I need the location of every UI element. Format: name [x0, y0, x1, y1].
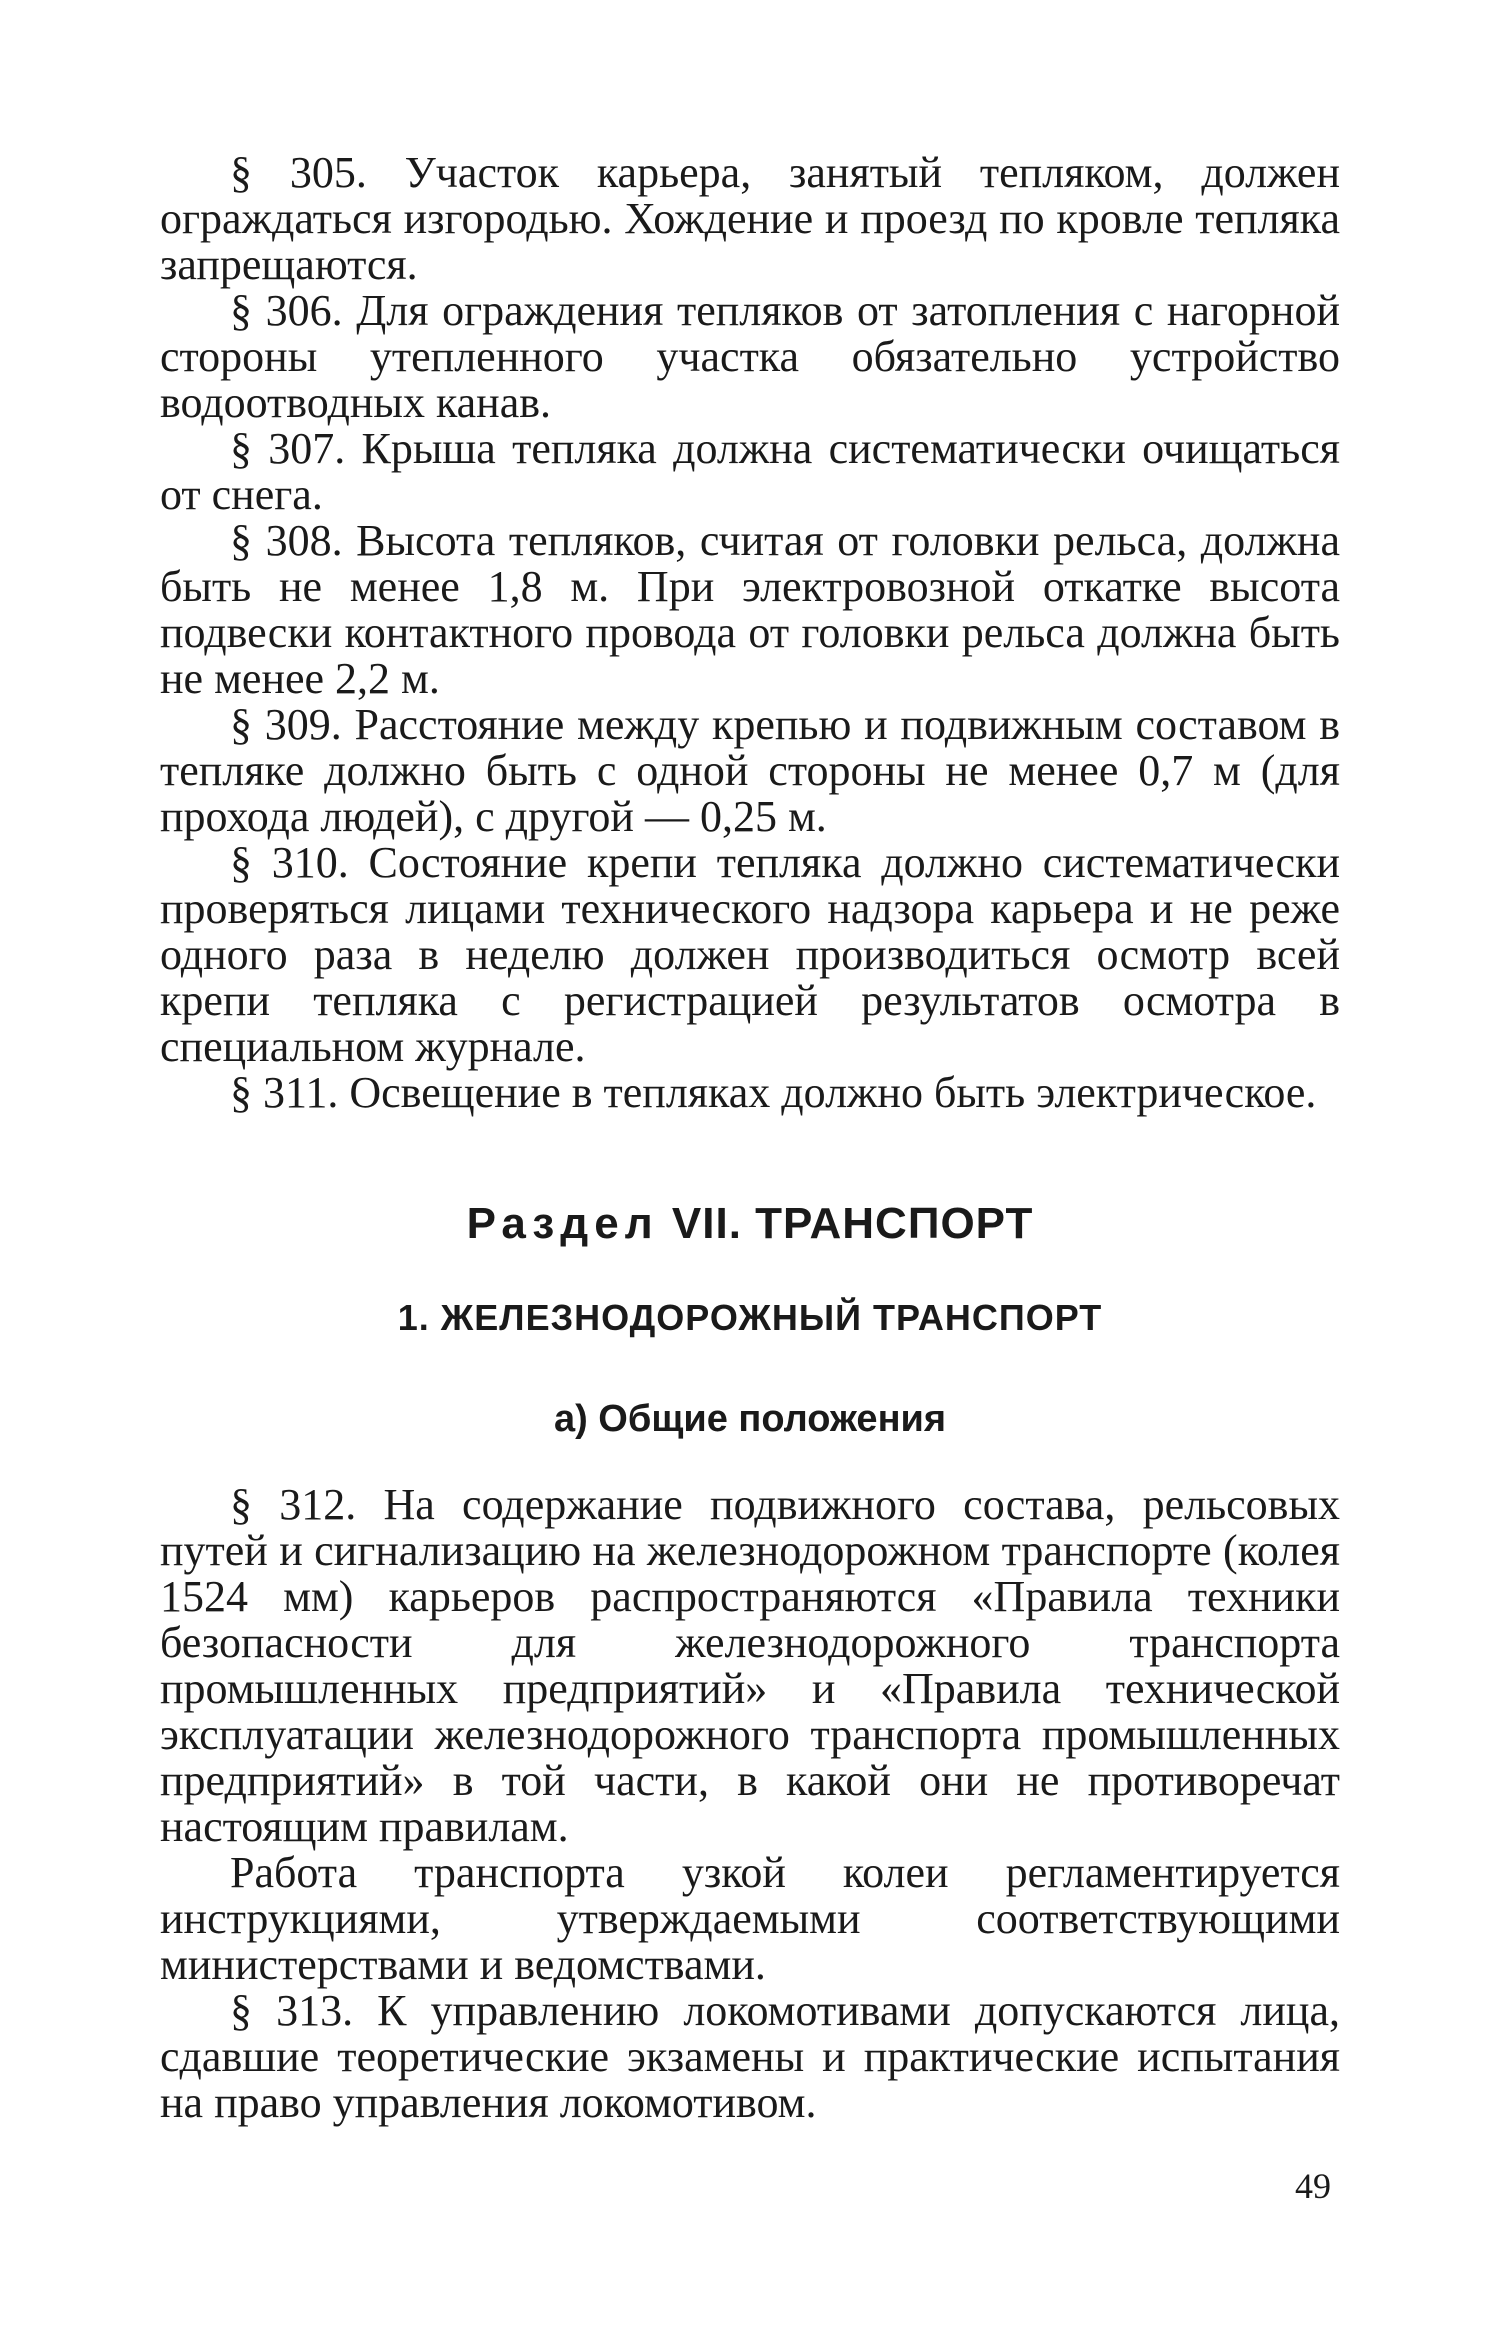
section-prefix: Раздел	[466, 1199, 659, 1248]
section-title: VII. ТРАНСПОРТ	[671, 1199, 1034, 1248]
paragraph-309: § 309. Расстояние между крепью и подвижным составом в тепляке должно быть с одной стороны не менее 0,7 м (для прохода людей), с другой — 0,25 м.	[160, 700, 1340, 841]
paragraph-narrow-gauge: Работа транспорта узкой колеи регламентируется инструкциями, утверждаемыми соответствующими министерствами и ведомствами.	[160, 1848, 1340, 1989]
paragraph-310: § 310. Состояние крепи тепляка должно систематически проверяться лицами технического надзора карьера и не реже одного раза в неделю должен производиться осмотр всей крепи тепляка с регистрацией результатов осмотра в специальном журнале.	[160, 838, 1340, 1071]
section-heading	[160, 1198, 1340, 1250]
paragraph-311: § 311. Освещение в тепляках должно быть электрическое.	[230, 1068, 1317, 1117]
paragraph-313: § 313. К управлению локомотивами допускаются лица, сдавшие теоретические экзамены и практические испытания на право управления локомотивом.	[160, 1986, 1340, 2127]
paragraph-305: § 305. Участок карьера, занятый тепляком, должен ограждаться изгородью. Хождение и проезд по кровле тепляка запрещаются.	[160, 148, 1340, 289]
subsection-heading: 1. ЖЕЛЕЗНОДОРОЖНЫЙ ТРАНСПОРТ	[397, 1297, 1103, 1338]
paragraph-306: § 306. Для ограждения тепляков от затопления с нагорной стороны утепленного участка обязательно устройство водоотводных канав.	[160, 286, 1340, 427]
document-page	[160, 150, 1340, 2126]
page-number: 49	[1295, 2166, 1331, 2206]
paragraph-307: § 307. Крыша тепляка должна систематически очищаться от снега.	[160, 424, 1340, 519]
paragraph-312: § 312. На содержание подвижного состава, рельсовых путей и сигнализацию на железнодорожном транспорте (колея 1524 мм) карьеров распространяются «Правила техники безопасности для железнодорожного транспорта промышленных предприятий» и «Правила технической эксплуатации железнодорожного транспорта промышленных предприятий» в той части, в какой они не противоречат настоящим правилам.	[160, 1480, 1340, 1851]
subsubsection-heading: а) Общие положения	[553, 1398, 947, 1440]
paragraph-308: § 308. Высота тепляков, считая от головки рельса, должна быть не менее 1,8 м. При электровозной откатке высота подвески контактного провода от головки рельса должна быть не менее 2,2 м.	[160, 516, 1340, 703]
